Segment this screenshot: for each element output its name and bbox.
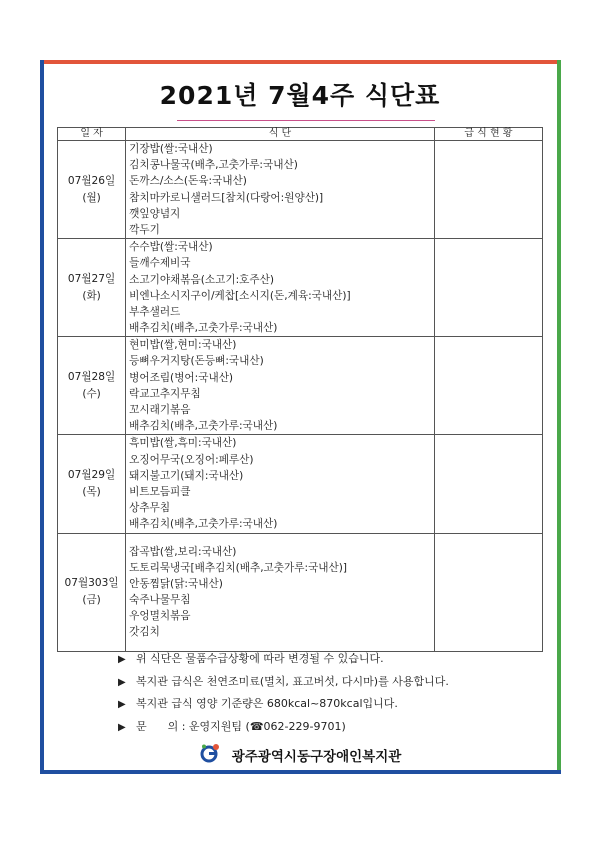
day-date: 07월28일 [67,370,116,383]
meal-menu-table [57,127,543,652]
day-date: 07월26일 [67,174,116,187]
note-text: 위 식단은 물품수급상황에 따라 변경될 수 있습니다. [136,652,384,665]
status-cell [434,337,542,435]
note-item [118,693,449,716]
day-of-week: (화) [82,289,101,302]
menu-item: 잡곡밥(쌀,보리:국내산) [129,545,237,558]
day-date-cell [58,141,126,239]
table-row [58,533,543,651]
menu-item: 등뼈우거지탕(돈등뼈:국내산) [129,355,264,368]
menu-item: 꼬시래기볶음 [129,404,191,416]
menu-item: 돈까스/소스(돈육:국내산) [129,175,247,188]
menu-item: 들깨수제비국 [129,257,191,270]
notes-list [118,648,449,738]
frame-left-border [40,60,44,774]
note-text: 문 의 : 운영지원팀 (☎062-229-9701) [136,719,346,733]
menu-item: 오징어무국(오징어:페루산) [129,453,254,466]
table-row [58,141,543,239]
status-cell [434,141,542,239]
triangle-bullet-icon: ▶ [118,676,126,688]
menu-item: 깍두기 [129,223,160,236]
menu-items-cell [126,337,435,435]
menu-item: 부추샐러드 [129,305,181,318]
menu-item: 수수밥(쌀:국내산) [129,241,213,254]
menu-item: 배추김치(배추,고춧가루:국내산) [129,420,278,433]
note-item [118,648,449,671]
day-date-cell [58,239,126,337]
menu-item: 소고기야채볶음(소고기:호주산) [129,273,274,286]
menu-item: 깻잎양념지 [129,207,181,220]
title-underline [177,120,435,121]
menu-item: 돼지불고기(돼지:국내산) [129,469,244,482]
table-body [58,141,543,652]
table-row [58,337,543,435]
menu-item: 배추김치(배추,고춧가루:국내산) [129,322,278,335]
note-text: 복지관 급식 영양 기준량은 680kcal~870kcal입니다. [136,697,398,711]
header-date: 일 자 [58,128,126,141]
menu-item: 도토리묵냉국[배추김치(배추,고춧가루:국내산)] [129,561,348,574]
status-cell [434,435,542,533]
table-row [58,435,543,533]
day-of-week: (월) [82,191,101,204]
status-cell [434,239,542,337]
menu-items-cell [126,239,435,337]
day-date-cell [58,435,126,533]
menu-item: 참치마카로니샐러드[참치(다랑어:원양산)] [129,191,324,204]
frame-bottom-border [40,770,561,774]
welfare-center-logo-icon [199,743,221,767]
note-text: 복지관 급식은 천연조미료(멸치, 표고버섯, 다시마)를 사용합니다. [136,674,449,688]
menu-item: 상추무침 [129,502,171,515]
table-row [58,239,543,337]
menu-item: 흑미밥(쌀,흑미:국내산) [129,437,237,450]
day-date-cell [58,533,126,651]
day-of-week: (목) [82,485,101,498]
note-item [118,671,449,694]
menu-item: 숙주나물무침 [129,594,191,607]
status-cell [434,533,542,651]
day-of-week: (금) [82,594,101,607]
menu-item: 배추김치(배추,고춧가루:국내산) [129,518,278,531]
menu-items-cell [126,435,435,533]
page-title: 2021년 7월4주 식단표 [159,81,441,110]
menu-item: 현미밥(쌀,현미:국내산) [129,339,237,352]
day-date: 07월303일 [64,577,119,590]
menu-item: 비엔나소시지구이/케찹[소시지(돈,계육:국내산)] [129,289,351,302]
menu-items-cell [126,533,435,651]
menu-item: 병어조림(병어:국내산) [129,371,234,384]
menu-items-cell [126,141,435,239]
organization-name: 광주광역시동구장애인복지관 [231,749,402,765]
menu-item: 기장밥(쌀:국내산) [129,143,213,155]
frame-top-border [40,60,561,64]
day-date-cell [58,337,126,435]
menu-item: 김치콩나물국(배추,고춧가루:국내산) [129,159,298,172]
footer [0,743,600,767]
triangle-bullet-icon: ▶ [118,699,126,711]
menu-item: 락교고추지무침 [129,387,201,400]
menu-item: 갓김치 [129,626,160,639]
triangle-bullet-icon: ▶ [118,721,126,733]
header-status: 급 식 현 황 [434,128,542,141]
frame-right-border [557,60,561,774]
day-date: 07월27일 [67,272,116,285]
table-header-row [58,128,543,141]
day-date: 07월29일 [67,468,116,481]
menu-item: 비트모듬피클 [129,485,191,498]
menu-item: 우엉멸치볶음 [129,610,191,623]
menu-item: 안동찜닭(닭:국내산) [129,577,223,590]
day-of-week: (수) [82,387,101,400]
triangle-bullet-icon: ▶ [118,654,126,665]
header-menu: 식 단 [126,128,435,141]
note-item [118,716,449,739]
